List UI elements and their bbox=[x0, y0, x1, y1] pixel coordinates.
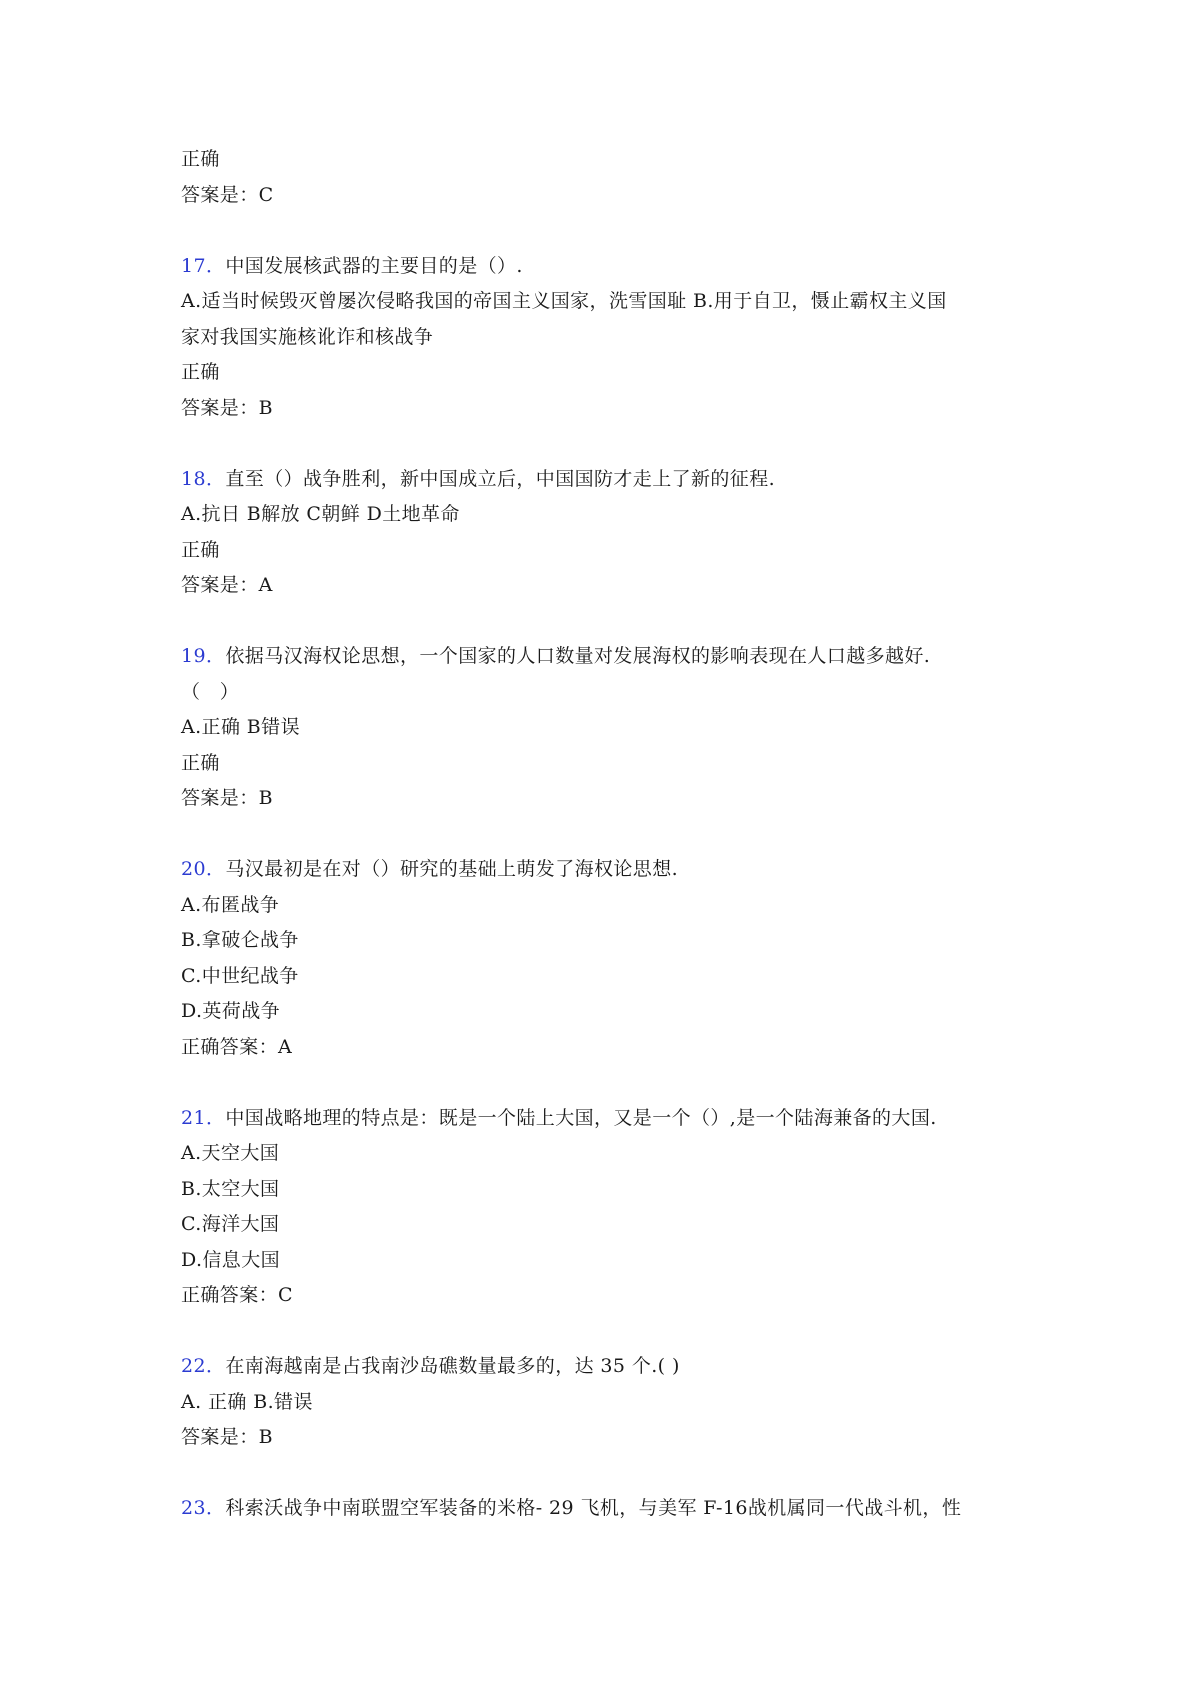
question-number: 22． bbox=[181, 1355, 226, 1377]
answer-line: 答案是：A bbox=[181, 574, 273, 596]
spacer bbox=[181, 213, 1021, 249]
document-page bbox=[181, 142, 1021, 1527]
question-number: 21． bbox=[181, 1106, 226, 1129]
answer-line: 答案是：B bbox=[181, 1426, 273, 1448]
answer-correct-label: 正确 bbox=[181, 538, 220, 561]
answer-line: 答案是：C bbox=[181, 183, 274, 206]
question-22 bbox=[181, 1349, 1021, 1385]
spacer bbox=[181, 817, 1021, 853]
spacer bbox=[181, 1314, 1021, 1350]
option-b: B.太空大国 bbox=[181, 1177, 280, 1200]
question-19 bbox=[181, 639, 1021, 675]
question-options: A. 正确 B.错误 bbox=[181, 1390, 313, 1413]
option-c: C.海洋大国 bbox=[181, 1213, 280, 1235]
answer-correct-label: 正确 bbox=[181, 361, 220, 383]
option-a: A.天空大国 bbox=[181, 1142, 280, 1164]
answer-line: 答案是：B bbox=[181, 787, 273, 809]
spacer bbox=[181, 1456, 1021, 1492]
question-options: A.适当时候毁灭曾屡次侵略我国的帝国主义国家，洗雪国耻 B.用于自卫，慑止霸权主义国 bbox=[181, 290, 947, 312]
question-number: 20． bbox=[181, 858, 226, 880]
spacer bbox=[181, 604, 1021, 640]
answer-line: 正确答案：C bbox=[181, 1284, 293, 1306]
option-b: B.拿破仑战争 bbox=[181, 929, 299, 951]
question-number: 17． bbox=[181, 254, 226, 277]
option-c: C.中世纪战争 bbox=[181, 964, 299, 987]
answer-line: 正确答案：A bbox=[181, 1035, 293, 1058]
question-options: A.正确 B错误 bbox=[181, 716, 300, 738]
question-text: 中国发展核武器的主要目的是（）. bbox=[225, 254, 523, 277]
option-d: D.信息大国 bbox=[181, 1248, 280, 1271]
question-options: A.抗日 B解放 C朝鲜 D土地革命 bbox=[181, 503, 460, 525]
question-23 bbox=[181, 1491, 1021, 1527]
question-number: 18． bbox=[181, 467, 226, 490]
question-number: 19． bbox=[181, 645, 226, 667]
spacer bbox=[181, 1065, 1021, 1101]
question-text: 马汉最初是在对（）研究的基础上萌发了海权论思想. bbox=[225, 858, 679, 880]
question-20 bbox=[181, 852, 1021, 888]
spacer bbox=[181, 426, 1021, 462]
question-options-continued: 家对我国实施核讹诈和核战争 bbox=[181, 325, 434, 348]
question-text: 直至（）战争胜利，新中国成立后，中国国防才走上了新的征程. bbox=[225, 467, 776, 490]
question-number: 23． bbox=[181, 1497, 226, 1519]
question-paren: （ ） bbox=[181, 680, 240, 703]
option-d: D.英荷战争 bbox=[181, 1000, 280, 1022]
option-a: A.布匿战争 bbox=[181, 893, 280, 916]
question-text: 在南海越南是占我南沙岛礁数量最多的，达 35 个.( ) bbox=[225, 1355, 680, 1377]
question-text: 中国战略地理的特点是：既是一个陆上大国，又是一个（）,是一个陆海兼备的大国. bbox=[225, 1106, 937, 1129]
question-21 bbox=[181, 1101, 1021, 1137]
answer-correct-label: 正确 bbox=[181, 148, 220, 170]
question-text: 依据马汉海权论思想，一个国家的人口数量对发展海权的影响表现在人口越多越好. bbox=[225, 645, 931, 667]
question-text: 科索沃战争中南联盟空军装备的米格- 29 飞机，与美军 F-16战机属同一代战斗机，性 bbox=[225, 1497, 962, 1519]
question-18 bbox=[181, 462, 1021, 498]
question-17 bbox=[181, 249, 1021, 285]
answer-line: 答案是：B bbox=[181, 396, 273, 419]
answer-correct-label: 正确 bbox=[181, 751, 220, 774]
